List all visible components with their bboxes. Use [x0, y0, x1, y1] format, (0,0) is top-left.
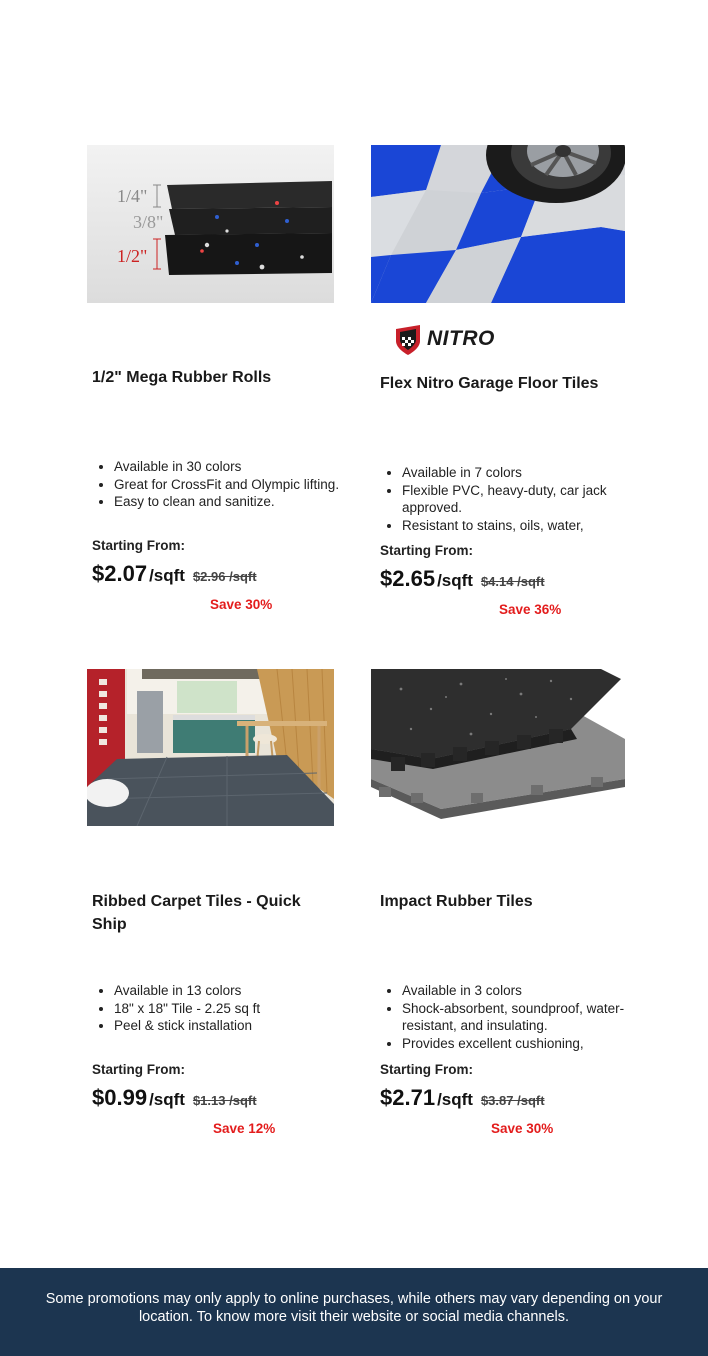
feature-item: • Flexible PVC, heavy-duty, car jack approved.: [402, 482, 632, 517]
price-unit: /sqft: [149, 566, 185, 585]
price-unit: /sqft: [149, 1090, 185, 1109]
price-unit: /sqft: [437, 571, 473, 590]
feature-item: • Available in 3 colors: [402, 982, 637, 1000]
feature-item: • 18" x 18" Tile - 2.25 sq ft: [114, 1000, 354, 1018]
price-row: [380, 1085, 545, 1111]
current-price: $2.71: [380, 1085, 436, 1110]
feature-item: • Peel & stick installation: [114, 1017, 354, 1035]
current-price: $2.07: [92, 561, 148, 586]
original-price: $2.96 /sqft: [192, 569, 257, 584]
feature-list: [92, 458, 354, 511]
price-unit: /sqft: [437, 1090, 473, 1109]
nitro-brand-logo: [394, 323, 504, 357]
starting-from-label: Starting From:: [92, 538, 185, 553]
feature-list: [380, 464, 632, 534]
price-row: [92, 1085, 257, 1111]
feature-item: • Available in 7 colors: [402, 464, 632, 482]
feature-item: • Easy to clean and sanitize.: [114, 493, 354, 511]
starting-from-label: Starting From:: [380, 1062, 473, 1077]
interlocking-tiles-picture: [371, 669, 625, 826]
promo-disclaimer-footer: [0, 1268, 708, 1356]
product-image-impact-tiles[interactable]: [371, 669, 625, 826]
feature-list: [92, 982, 354, 1035]
save-badge: Save 36%: [499, 602, 562, 617]
original-price: $4.14 /sqft: [480, 574, 545, 589]
save-badge: Save 30%: [491, 1121, 554, 1136]
product-image-rubber-rolls[interactable]: [87, 145, 334, 303]
feature-item: • Shock-absorbent, soundproof, water-resistant, and insulating.: [402, 1000, 637, 1035]
rubber-rolls-picture: [87, 145, 334, 303]
feature-list: [380, 982, 637, 1052]
feature-item: • Provides excellent cushioning,: [402, 1035, 637, 1053]
feature-item: • Available in 30 colors: [114, 458, 354, 476]
carpet-room-picture: [87, 669, 334, 826]
feature-item: • Great for CrossFit and Olympic lifting.: [114, 476, 354, 494]
product-title[interactable]: Ribbed Carpet Tiles - Quick Ship: [92, 893, 301, 933]
feature-item: • Resistant to stains, oils, water,: [402, 517, 632, 535]
garage-tiles-picture: [371, 145, 625, 303]
product-title[interactable]: Impact Rubber Tiles: [380, 893, 533, 910]
product-image-nitro-tiles[interactable]: [371, 145, 625, 303]
product-title[interactable]: 1/2" Mega Rubber Rolls: [92, 369, 272, 386]
nitro-brand-text: NITRO: [427, 327, 495, 350]
product-image-carpet-tiles[interactable]: [87, 669, 334, 826]
current-price: $0.99: [92, 1085, 148, 1110]
original-price: $3.87 /sqft: [480, 1093, 545, 1108]
svg-text:3/8": 3/8": [133, 212, 164, 232]
save-badge: Save 12%: [213, 1121, 276, 1136]
feature-item: • Available in 13 colors: [114, 982, 354, 1000]
svg-text:1/4": 1/4": [117, 186, 148, 206]
disclaimer-text: Some promotions may only apply to online purchases, while others may vary depending on your location. To know more visit their website or social media channels.: [45, 1291, 663, 1325]
current-price: $2.65: [380, 566, 436, 591]
price-row: [380, 566, 545, 592]
product-title[interactable]: Flex Nitro Garage Floor Tiles: [380, 375, 599, 392]
svg-text:1/2": 1/2": [117, 246, 148, 266]
original-price: $1.13 /sqft: [192, 1093, 257, 1108]
starting-from-label: Starting From:: [92, 1062, 185, 1077]
starting-from-label: Starting From:: [380, 543, 473, 558]
save-badge: Save 30%: [210, 597, 273, 612]
price-row: [92, 561, 257, 587]
